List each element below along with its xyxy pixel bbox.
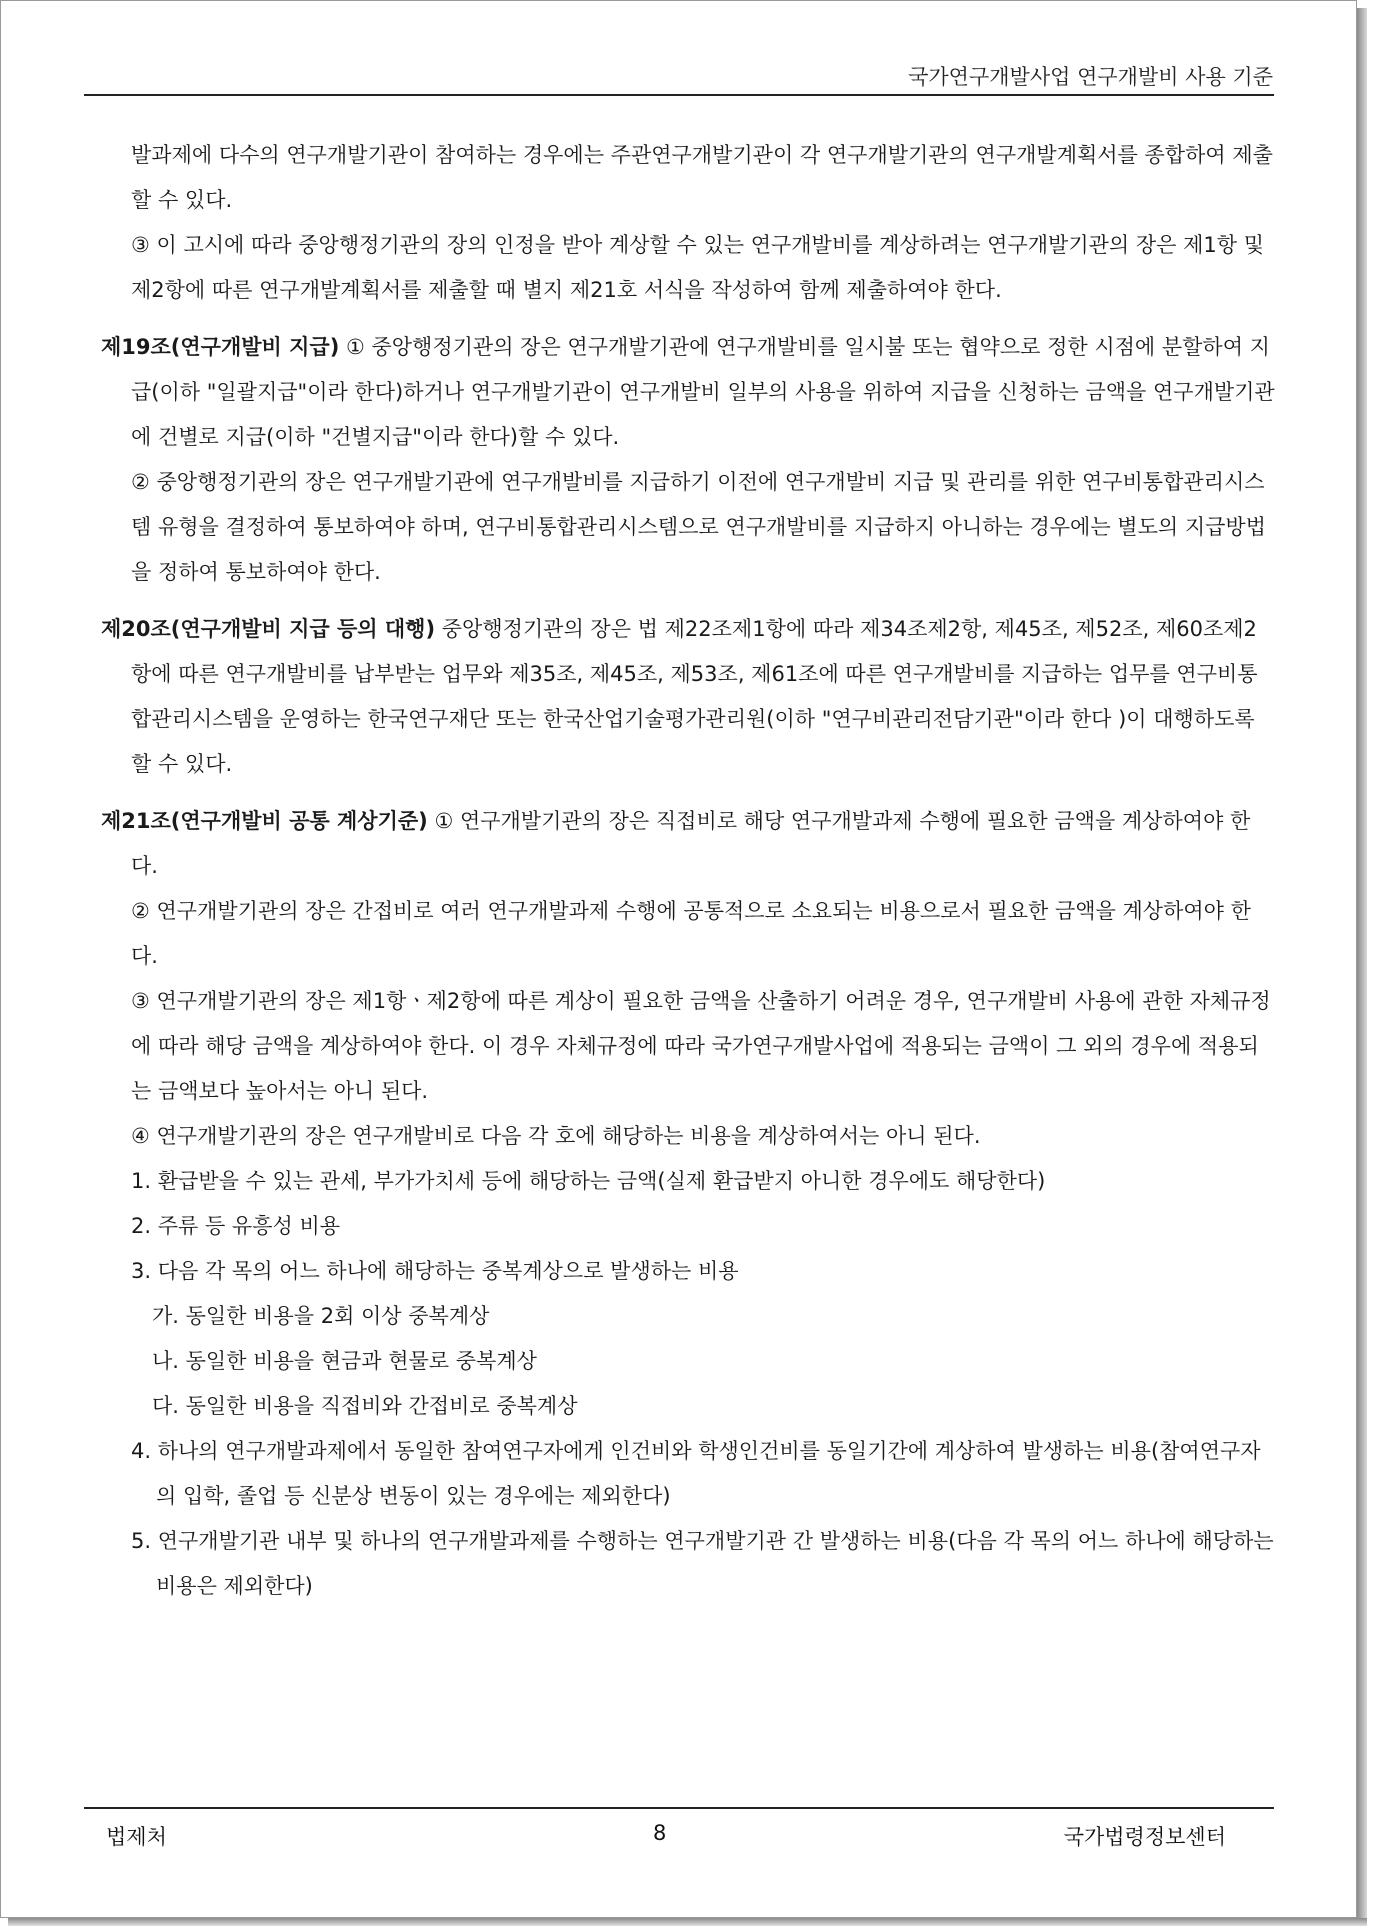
article-21-para-1: ① 연구개발기관의 장은 직접비로 해당 연구개발과제 수행에 필요한 금액을 계상하여야 한다.	[131, 809, 1251, 878]
article-21-para-3: ③ 연구개발기관의 장은 제1항ㆍ제2항에 따른 계상이 필요한 금액을 산출하기 어려운 경우, 연구개발비 사용에 관한 자체규정에 따라 해당 금액을 계상하여야 한다. 이 경우 자체규정에 따라 국가연구개발사업에 적용되는 금액이 그 외의 경우에 적용되는 금액보다 높아서는 아니 된다.	[131, 989, 1271, 1103]
document-body	[101, 133, 1276, 1609]
list-subitem-b: 나. 동일한 비용을 현금과 현물로 중복계상	[152, 1349, 537, 1373]
article-21-para-2: ② 연구개발기관의 장은 간접비로 여러 연구개발과제 수행에 공통적으로 소요되는 비용으로서 필요한 금액을 계상하여야 한다.	[131, 899, 1251, 968]
list-item-5: 5. 연구개발기관 내부 및 하나의 연구개발과제를 수행하는 연구개발기관 간 발생하는 비용(다음 각 목의 어느 하나에 해당하는 비용은 제외한다)	[131, 1529, 1274, 1598]
article-19-para-1: ① 중앙행정기관의 장은 연구개발기관에 연구개발비를 일시불 또는 협약으로 정한 시점에 분할하여 지급(이하 "일괄지급"이라 한다)하거나 연구개발기관이 연구개발비 일부의 사용을 위하여 지급을 신청하는 금액을 연구개발기관에 건별로 지급(이하 "건별지급"이라 한다)할 수 있다.	[131, 335, 1275, 449]
article-20-title: 제20조(연구개발비 지급 등의 대행)	[101, 617, 436, 641]
header-title: 국가연구개발사업 연구개발비 사용 기준	[908, 65, 1273, 89]
article-21-para-4: ④ 연구개발기관의 장은 연구개발비로 다음 각 호에 해당하는 비용을 계상하여서는 아니 된다.	[131, 1124, 981, 1148]
article-21-title: 제21조(연구개발비 공통 계상기준)	[101, 809, 428, 833]
article-19	[101, 325, 1276, 460]
page-shadow-right	[1357, 8, 1367, 1920]
page-shadow-bottom	[8, 1918, 1367, 1926]
paragraph-intro-2: ③ 이 고시에 따라 중앙행정기관의 장의 인정을 받아 계상할 수 있는 연구개발비를 계상하려는 연구개발기관의 장은 제1항 및 제2항에 따른 연구개발계획서를 제출할 때 별지 제21호 서식을 작성하여 함께 제출하여야 한다.	[131, 233, 1265, 302]
paragraph-intro-1: 발과제에 다수의 연구개발기관이 참여하는 경우에는 주관연구개발기관이 각 연구개발기관의 연구개발계획서를 종합하여 제출할 수 있다.	[131, 143, 1273, 212]
list-item-4: 4. 하나의 연구개발과제에서 동일한 참여연구자에게 인건비와 학생인건비를 동일기간에 계상하여 발생하는 비용(참여연구자의 입학, 졸업 등 신분상 변동이 있는 경우에는 제외한다)	[131, 1439, 1261, 1508]
footer-rule	[84, 1807, 1274, 1809]
page-number: 8	[653, 1821, 667, 1845]
list-item-1: 1. 환급받을 수 있는 관세, 부가가치세 등에 해당하는 금액(실제 환급받지 아니한 경우에도 해당한다)	[131, 1169, 1046, 1193]
header-rule	[84, 94, 1274, 96]
list-subitem-c: 다. 동일한 비용을 직접비와 간접비로 중복계상	[152, 1394, 578, 1418]
list-subitem-a: 가. 동일한 비용을 2회 이상 중복계상	[152, 1304, 490, 1328]
article-21	[101, 799, 1276, 889]
article-19-para-2: ② 중앙행정기관의 장은 연구개발기관에 연구개발비를 지급하기 이전에 연구개발비 지급 및 관리를 위한 연구비통합관리시스템 유형을 결정하여 통보하여야 하며, 연구비통합관리시스템으로 연구개발비를 지급하지 아니하는 경우에는 별도의 지급방법을 정하여 통보하여야 한다.	[131, 470, 1266, 584]
footer-publisher: 법제처	[106, 1825, 167, 1849]
article-20	[101, 607, 1276, 787]
article-19-title: 제19조(연구개발비 지급)	[101, 335, 340, 359]
article-20-para-1: 중앙행정기관의 장은 법 제22조제1항에 따라 제34조제2항, 제45조, 제52조, 제60조제2항에 따른 연구개발비를 납부받는 업무와 제35조, 제45조, 제53조, 제61조에 따른 연구개발비를 지급하는 업무를 연구비통합관리시스템을 운영하는 한국연구재단 또는 한국산업기술평가관리원(이하 "연구비관리전담기관"이라 한다 )이 대행하도록 할 수 있다.	[131, 617, 1258, 776]
list-item-2: 2. 주류 등 유흥성 비용	[131, 1214, 341, 1238]
list-item-3: 3. 다음 각 목의 어느 하나에 해당하는 중복계상으로 발생하는 비용	[131, 1259, 739, 1283]
footer-source: 국가법령정보센터	[1063, 1825, 1226, 1849]
